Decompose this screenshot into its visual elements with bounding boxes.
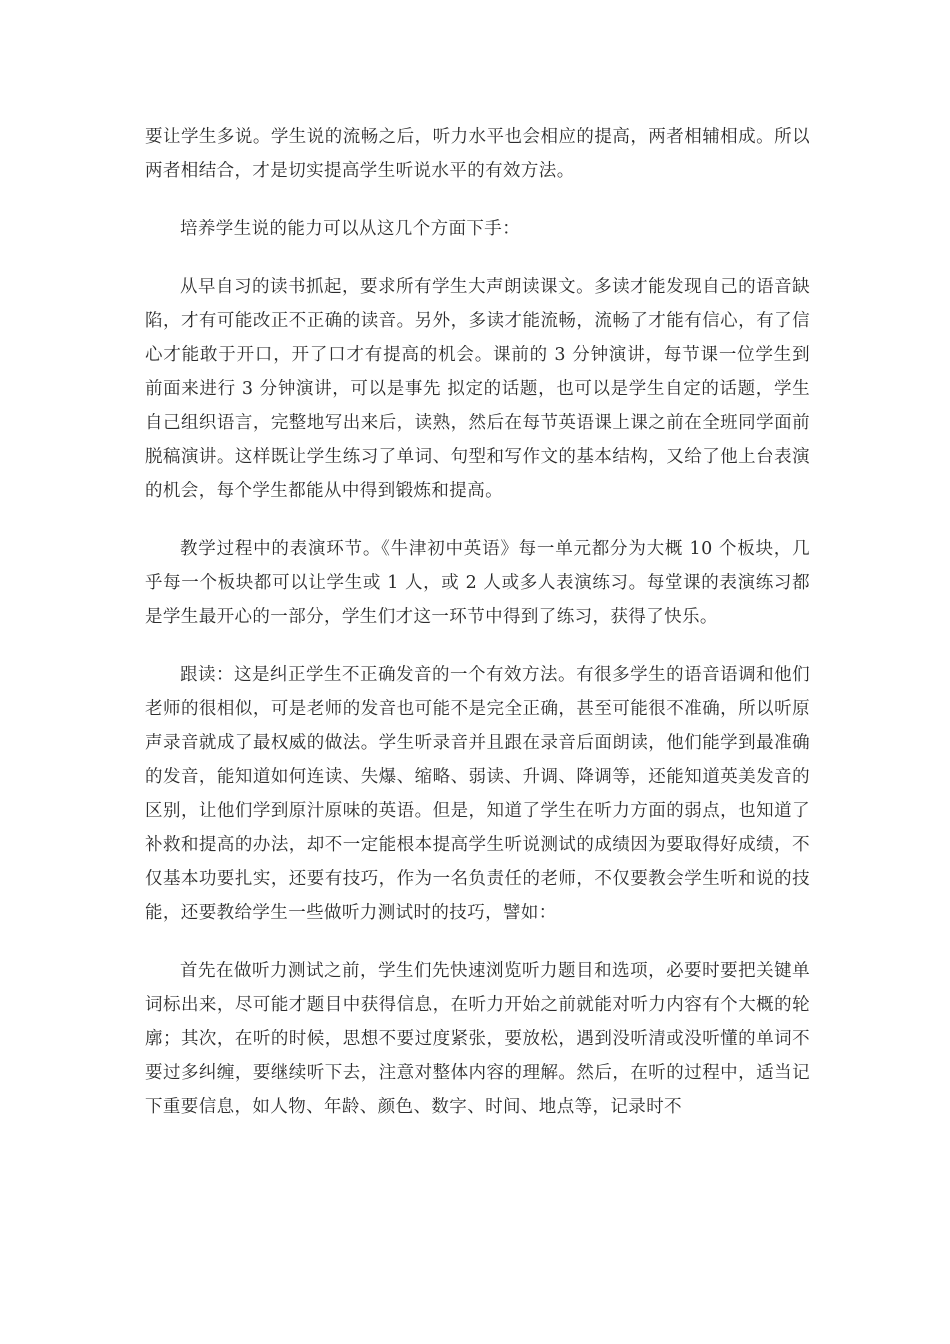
paragraph-speaking-ability-intro: 培养学生说的能力可以从这几个方面下手： [180,219,521,239]
paragraph-test-tips: 首先在做听力测试之前，学生们先快速浏览听力题目和选项，必要时要把关键单词标出来，尽可能才题目中获得信息，在听力开始之前就能对听力内容有个大概的轮廓；其次，在听的时候，思想不要过度紧张，要放松，遇到没听清或没听懂的单词不要过多纠缠，要继续听下去，注意对整体内容的理解。然后，在听的过程中，适当记下重要信息，如人物、年龄、颜色、数字、时间、地点等，记录时不 [145,961,810,1117]
paragraph-follow-reading: 跟读：这是纠正学生不正确发音的一个有效方法。有很多学生的语音语调和他们老师的很相似，可是老师的发音也可能不是完全正确，甚至可能很不准确，所以听原声录音就成了最权威的做法。学生听录音并且跟在录音后面朗读，他们能学到最准确的发音，能知道如何连读、失爆、缩略、弱读、升调、降调等，还能知道英美发音的区别，让他们学到原汁原味的英语。但是，知道了学生在听力方面的弱点，也知道了补救和提高的办法，却不一定能根本提高学生听说测试的成绩因为要取得好成绩，不仅基本功要扎实，还要有技巧，作为一名负责任的老师，不仅要教会学生听和说的技能，还要教给学生一些做听力测试时的技巧，譬如： [145,665,810,923]
paragraph-continuation: 要让学生多说。学生说的流畅之后，听力水平也会相应的提高，两者相辅相成。所以两者相结合，才是切实提高学生听说水平的有效方法。 [145,127,810,181]
paragraph-performance: 教学过程中的表演环节。《牛津初中英语》每一单元都分为大概 10 个板块，几乎每一个板块都可以让学生或 1 人，或 2 人或多人表演练习。每堂课的表演练习都是学生最开心的一部分，学生们才这一环节中得到了练习，获得了快乐。 [145,539,810,627]
document-body [145,120,810,1148]
paragraph-morning-reading: 从早自习的读书抓起，要求所有学生大声朗读课文。多读才能发现自己的语音缺陷，才有可能改正不正确的读音。另外，多读才能流畅，流畅了才能有信心，有了信心才能敢于开口，开了口才有提高的机会。课前的 3 分钟演讲，每节课一位学生到前面来进行 3 分钟演讲，可以是事先 拟定的话题，也可以是学生自定的话题，学生自己组织语言，完整地写出来后，读熟，然后在每节英语课上课之前在全班同学面前脱稿演讲。这样既让学生练习了单词、句型和写作文的基本结构，又给了他上台表演的机会，每个学生都能从中得到锻炼和提高。 [145,277,810,501]
